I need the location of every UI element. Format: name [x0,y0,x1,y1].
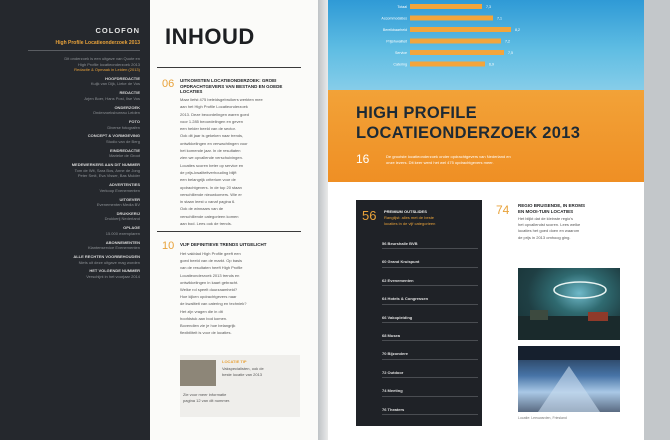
ranking-item: 56 Beurshalle BVB [382,241,418,246]
chart-row-label: Bereikbaarheid [382,28,407,32]
colofon-line: Studio van de Berg [105,138,140,144]
colofon-line: UITGEVER [119,196,140,202]
tip-text [222,366,298,378]
ranking-item: 66 Vakopleiding [382,314,413,320]
chart-row-label: Catering [393,62,407,67]
intro-line: De grootste locatieonderzoek onder opdrachtgevers van Nederland en [386,154,511,159]
chart-bar-value: 7,1 [497,16,502,21]
section74-heading-line: REGIO BRUISENDE, IN EROMS [518,203,586,208]
colofon-line: Verkoop Evenementen [99,187,140,193]
chart-row-label: Service [395,51,407,55]
venue-photo-2 [518,346,620,412]
light-ring-icon [518,268,620,340]
colofon-subtitle: High Profile Locatieonderzoek 2013 [55,40,140,46]
colofon-line: 15.000 exemplaren [105,230,140,236]
inhoud-title: INHOUD [165,24,255,49]
colofon-line: HOOFDREDACTIE [105,75,140,81]
colofon-line: ABONNEMENTEN [105,239,140,245]
section2-body-line: goed beeld van de markt. Op basis [180,258,243,264]
section2-body-line: Het vakblad High Profile geeft een [180,251,241,256]
section1-body-line: verschillende nieuwkomers. Wie er [180,191,242,197]
section2-body-line: Bovendien zie je hoe belangrijk [180,323,236,329]
section2-heading-line: VIJF DEFINITIEVE TRENDS UITGELICHT [180,242,267,247]
section74-body-line: Het blijkt dat de kleinste regio's [518,216,574,221]
colofon-line: DRUKKERIJ [116,210,140,216]
tip-caption [183,392,298,404]
chart-bar [410,16,493,21]
colofon-line: Peter Smit, Eva Visser, Bas Mulder [77,173,140,179]
ranking-divider [382,248,478,249]
section2-body-line: Welke rol speelt duurzaamheid? [180,287,238,293]
section2-body-line: Locatieonderzoek 2013 trends en [180,272,240,278]
ranking-heading: PREMIUM OUTSLIDES [384,209,427,214]
section1-body-line: 2013. Deze beoordelingen waren goed [180,111,249,117]
ranking-sub-line: Ranglijst: alles met de beste [384,215,435,220]
colofon-title: COLOFON [95,26,140,35]
section2-body-line: hoofdstuk aan bod komen. [180,315,228,321]
section74-body [518,216,628,241]
colofon-line: Tom de Wit, Sara Bos, Anne de Jong [74,167,140,173]
ranking-divider [382,377,478,378]
section1-body-line: aan het High Profile Locatieonderzoek [180,104,248,110]
section1-body-line: Ook de winnaars van de [180,206,224,212]
tip-line: Vakspecialisten, ook de [222,366,264,371]
section1-body-line: aan bod. Lees ook de trends. [180,221,232,227]
chart-bar [410,50,504,55]
colofon-divider [28,50,140,51]
ranking-sub-line: locaties in de vijf categorieen [384,220,436,226]
ranking-item: 60 Grand Kruispunt [382,259,420,265]
ranking-divider [382,267,478,268]
colofon-line: Onderzoeksbureau Leiden [92,110,140,116]
colofon-line: Niets uit deze uitgave mag worden [78,259,140,265]
tip-label: LOCATIE TIP [222,359,247,364]
section2-body-line: Het zijn vragen die in dit [180,308,223,314]
section74-heading-line: EN MOOI-TUIN LOCATIES [518,208,574,214]
section1-heading-line: OPDRACHTGEVERS VAN BESTAND EN GOEDE [180,83,283,89]
section2-body-line: Hoe kijken opdrachtgevers naar [180,294,237,300]
section1-heading [180,78,300,95]
colofon-line: Evenementen Media BV [96,202,140,208]
chart-bar [410,4,482,9]
chart-bar-value: 6,9 [489,62,494,67]
intro-line: onze lezers. Dit keer werd het wel 475 opdrachtgevers meer. [386,160,494,165]
colofon-line: Drukkerij Nederland [104,216,140,222]
colofon-line: Diverse fotografen [107,124,140,130]
section1-body-line: ontwikkelingen en verwachtingen voor [180,140,248,146]
tip-caption-line: Zie voor meer informatie [183,392,227,397]
section2-body [180,250,300,336]
intro-text [386,154,596,166]
ranking-item: 62 Evenementen [382,277,414,283]
chart-row-label: Totaal [397,5,407,9]
ranking-divider [382,396,478,397]
colofon-line: REDACTIE [119,90,140,96]
chart-bar [410,62,485,67]
background-edge [644,0,670,440]
colofon-line: FOTO [128,119,140,125]
section-rule [157,231,301,232]
inhoud-rule [157,67,301,68]
section1-body-line: verschillende categorieen komen [180,213,239,219]
feature-title-line1: HIGH PROFILE [356,104,477,122]
section74-body-line: locaties het goed doen en waarom [518,228,580,234]
tip-line: beste locatie van 2013 [222,372,263,377]
chart-bar-value: 7,3 [486,5,491,9]
spine-gutter [318,0,328,440]
section1-heading-line: UITKOMSTEN LOCATIEONDERZOEK: GROEI [180,78,277,83]
colofon-line: ONDERZOEK [114,104,140,110]
ranking-divider [382,414,478,415]
feature-title-line2: LOCATIEONDERZOEK 2013 [356,124,581,142]
section74-body-line: het opvallendst scoren. Lees welke [518,222,581,228]
section74-number: 74 [496,203,510,217]
colofon-line: Klantenservice Evenementen [87,245,140,251]
section1-heading-line: LOCATIES [180,89,203,94]
section1-body-line: het komende jaar. In de resultaten [180,148,241,154]
colofon-line: ALLE RECHTEN VOORBEHOUDEN [73,254,140,260]
colofon-line: High Profile locatieonderzoek 2013 [77,61,140,67]
chart-bar [410,27,511,32]
ranking-divider [382,304,478,305]
colofon-line: Dit onderzoek is een uitgave van Quote en [64,56,140,61]
ranking-list [382,240,478,424]
tip-caption-line: pagina 12 van dit nummer. [183,398,231,403]
score-chart [328,0,644,90]
colofon-line: CONCEPT & VORMGEVING [87,133,140,139]
section1-body-line: Locaties scoren beter op service en [180,162,244,168]
colofon-line: Arjen Boer, Hans Post, Ilse Vos [84,95,140,101]
chart-bar-value: 7,2 [505,39,510,44]
ranking-divider [382,285,478,286]
ranking-item: 64 Hotels & Congressen [382,296,429,302]
section2-number: 10 [162,240,175,252]
section1-body [180,96,300,227]
colofon-list [28,56,140,279]
section1-body-line: een belangrijk criterium voor de [180,177,236,183]
ranking-divider [382,322,478,323]
section74-body-line: de prijs in 2013 omhoog ging. [518,234,571,240]
chart-bar [410,39,501,44]
ranking-item: 70 Bijzondere [382,351,409,357]
ranking-number: 56 [362,208,377,223]
section2-heading [180,242,300,248]
venue-photo-1 [518,268,620,340]
colofon-line: Kuijk van Dijk, Lieke de Vos [90,81,140,87]
section2-body-line: ontwikkelingen in kaart gebracht. [180,279,239,285]
ranking-sub [384,215,478,226]
section2-body-line: van de resultaten heeft High Profile [180,265,243,271]
chart-bar-value: 7,5 [508,51,513,55]
colofon-line: Marieke de Groot [109,153,140,159]
tip-thumbnail [180,360,216,386]
ranking-item: 76 Theaters [382,406,405,412]
colofon-line: Verschijnt in het voorjaar 2014 [86,273,140,279]
section1-body-line: Ook dit jaar is gekeken naar trends, [180,133,244,139]
colofon-line: Redactie & Opmaak in Leiden (2013) [74,67,140,72]
section1-body-line: voor 1.285 beoordelingen en geven [180,118,243,124]
chart-row-label: Accommodaties [381,16,407,21]
section2-body-line: flexibiliteit is voor de locaties. [180,330,232,336]
hall-photo-icon [518,346,620,412]
photo-caption: Locatie: Leeuwarden, Friesland [518,416,567,420]
section1-number: 06 [162,78,175,90]
intro-number: 16 [356,152,370,166]
section1-body-line: zien we opvallende verschuivingen. [180,155,243,161]
section74-heading [518,203,628,214]
colofon-line: MEDEWERKERS AAN DIT NUMMER [71,162,140,168]
section2-body-line: de kwaliteit van catering en techniek? [180,301,247,307]
ranking-item: 68 Musea [382,332,401,338]
section1-body-line: de prijs-kwaliteitverhouding blijft [180,169,237,175]
ranking-divider [382,340,478,341]
colofon-line: HET VOLGENDE NUMMER [89,268,140,274]
section1-body-line: in staan leest u vanaf pagina 6. [180,199,236,205]
section1-body-line: opdrachtgevers. In de top 20 staan [180,184,242,190]
ranking-item: 72 Outdoor [382,369,404,375]
colofon-line: EINDREDACTIE [109,147,140,153]
section1-body-line: Maar liefst 475 beleidsgebruikers werkten mee [180,97,263,102]
section1-body-line: een helder beeld van de sector. [180,126,236,132]
chart-bar-value: 8,2 [515,28,520,32]
ranking-divider [382,359,478,360]
ranking-item: 74 Meeting [382,388,403,394]
chart-row-label: Prijs/kwaliteit [386,39,407,44]
colofon-line: OPLAGE [123,225,140,231]
colofon-line: ADVERTENTIES [109,182,140,188]
